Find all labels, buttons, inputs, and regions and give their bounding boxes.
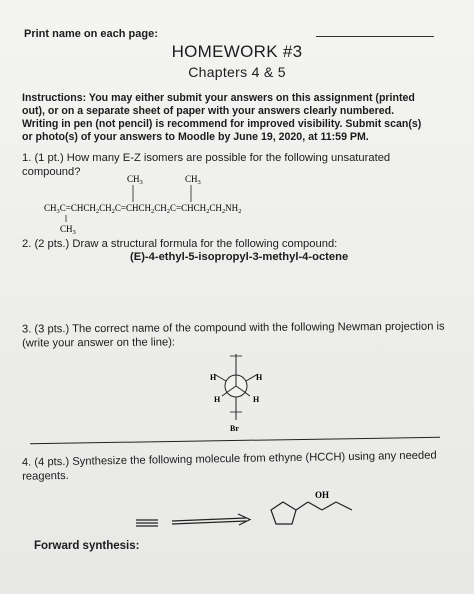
name-line xyxy=(316,36,434,37)
question-points: (4 pts.) xyxy=(34,455,70,469)
instructions-block xyxy=(22,92,432,144)
q1-structure xyxy=(40,170,300,234)
question-number: 4. xyxy=(21,456,32,469)
oh-label: OH xyxy=(315,490,330,500)
chapters-subtitle: Chapters 4 & 5 xyxy=(188,64,286,80)
question-text: The correct name of the compound with the following Newman projection is (write your answer on the line): xyxy=(22,320,445,350)
newman-h-1: H xyxy=(210,373,217,382)
question-text: Synthesize the following molecule from ethyne (HCCH) using any needed reagents. xyxy=(22,449,437,483)
question-number: 3. xyxy=(21,323,32,336)
question-number: 2. xyxy=(22,238,32,250)
section-divider xyxy=(30,437,440,444)
question-points: (1 pt.) xyxy=(34,152,64,164)
question-2 xyxy=(22,238,442,252)
substituent-1: $CH_3$ xyxy=(127,174,143,186)
question-text: Draw a structural formula for the following compound: xyxy=(72,238,338,250)
newman-br: Br xyxy=(230,424,239,433)
substituent-2: $CH_3$ xyxy=(185,174,201,186)
compound-name: (E)-4-ethyl-5-isopropyl-3-methyl-4-octene xyxy=(130,251,349,263)
main-chain: $CH_3C=CHCH_2CH_2C=CHCH_2CH_2C=CHCH_2CH_2NH_2$ xyxy=(44,203,242,215)
question-number: 1. xyxy=(22,152,32,164)
instructions-label: Instructions: xyxy=(22,92,87,104)
question-points: (2 pts.) xyxy=(34,238,70,250)
print-name-label: Print name on each page: xyxy=(24,28,158,40)
newman-h-2: H xyxy=(256,373,263,382)
homework-title: HOMEWORK #3 xyxy=(171,42,303,61)
question-3 xyxy=(22,320,452,350)
instructions-text: You may either submit your answers on this assignment (printed out), or on a separate sheet of paper with your answers clearly numbered. Writing in pen (not pencil) is recommend for improved visibility. Submit scan(s) or photo(s) of your answers to Moodle by June 19, 2020, at 11:59 PM. xyxy=(22,92,422,143)
question-4 xyxy=(22,449,452,484)
forward-synthesis-label: Forward synthesis: xyxy=(34,540,140,552)
synthesis-scheme xyxy=(120,480,380,534)
newman-h-4: H xyxy=(253,395,260,404)
newman-projection xyxy=(196,348,280,434)
question-points: (3 pts.) xyxy=(34,323,70,336)
question-text: How many E-Z isomers are possible for the following unsaturated compound? xyxy=(22,152,391,178)
substituent-3: $CH_3$ xyxy=(60,224,76,234)
newman-h-3: H xyxy=(214,395,221,404)
